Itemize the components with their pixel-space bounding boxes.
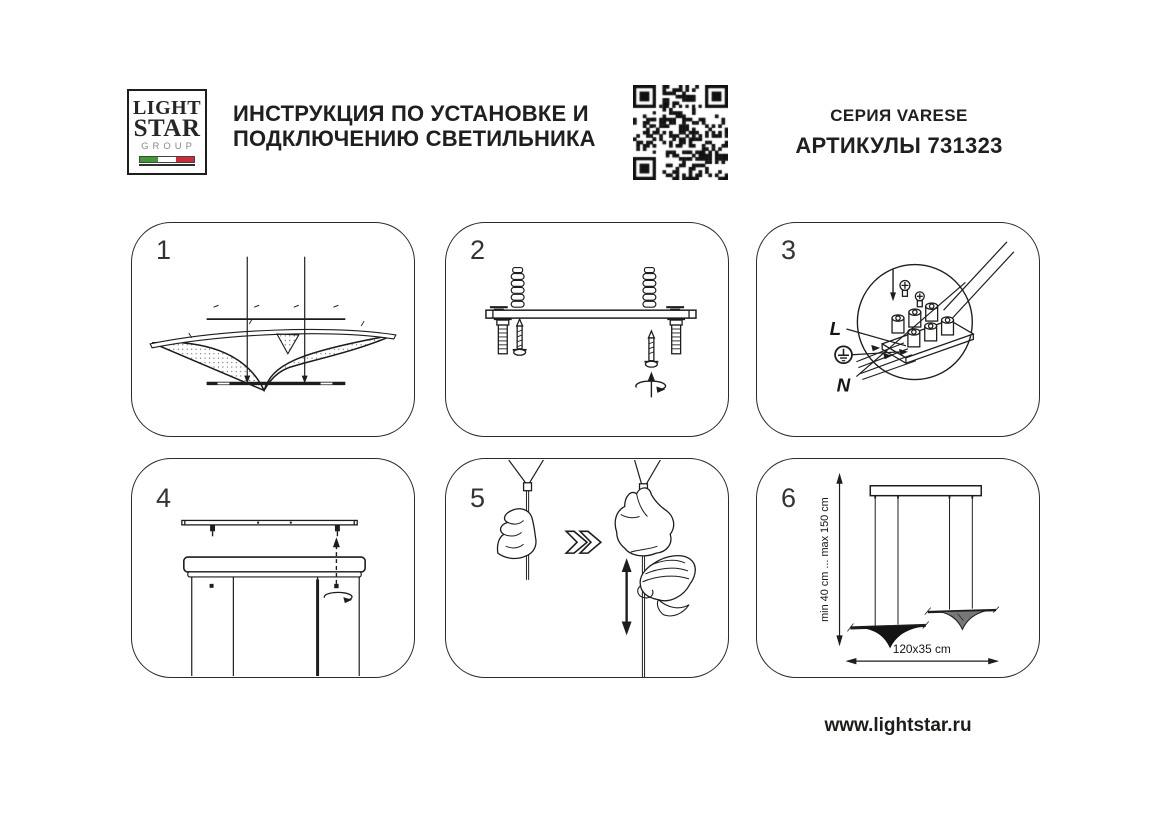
series-label: СЕРИЯ VARESE [830,106,968,125]
up-down-arrow-icon [622,558,632,635]
alignment-ticks [214,305,339,307]
step-number: 4 [156,483,172,513]
logo-word-group: GROUP [141,141,196,152]
step-panel-5 [445,458,729,678]
title-line-1: ИНСТРУКЦИЯ ПО УСТАНОВКЕ И [233,101,589,126]
product-info [787,106,1011,159]
horizontal-dimension-label: 120x35 cm [892,642,951,657]
rotate-arrow-icon [324,592,352,603]
hand-pulling-cable [638,556,696,616]
line-label: L [829,317,842,339]
logo-word-star: STAR [133,115,201,142]
step-panel-6 [756,458,1040,678]
earth-symbol-icon [835,346,852,363]
step-number: 2 [470,235,486,265]
article-number: АРТИКУЛЫ 731323 [795,133,1003,158]
vertical-dimension [819,473,843,646]
suspension-rods [192,579,359,676]
neutral-label: N [836,374,851,396]
vertical-dimension-label: min 40 cm ... max 150 cm [819,497,832,622]
step-panel-1 [131,222,415,437]
horizontal-dimension [845,642,999,664]
logo-underline [139,164,195,166]
insert-arrow-icon [890,270,896,302]
leaf-shade-high [925,607,999,630]
fixture-drawing [847,486,999,648]
page-title [233,101,596,151]
bolt-left [494,319,512,354]
lightstar-logo [127,89,207,175]
logo-word-light: LIGHT [132,97,202,119]
step-panel-4 [131,458,415,678]
wall-plug-left [511,268,524,308]
italian-flag-icon [139,156,195,163]
wall-plug-right [643,268,656,308]
hand-gripping-left [497,509,535,559]
ceiling-bracket [182,520,357,536]
step-number: 5 [470,483,486,513]
title-line-2: ПОДКЛЮЧЕНИЮ СВЕТИЛЬНИКА [233,126,596,151]
screw-right [644,331,658,367]
flag-green-stripe [140,157,158,162]
rotate-arrow-icon [636,372,666,398]
illustration-shade-cables [132,223,414,436]
illustration-canopy-mounting [132,459,414,677]
screw-left [513,319,527,355]
bolt-right [667,319,685,354]
step-number: 3 [781,235,797,265]
website-url: www.lightstar.ru [824,715,972,736]
illustration-final-dimensions [757,459,1039,677]
hand-holding-connector [615,488,674,556]
terminal-block [882,303,973,363]
canopy [184,557,365,579]
terminal-screws [900,280,924,306]
leaf-shade [150,319,396,390]
flag-red-stripe [176,157,194,162]
step-panel-2 [445,222,729,437]
illustration-height-adjustment [446,459,728,677]
step-number: 6 [781,483,797,513]
qr-code [633,85,728,180]
illustration-bracket-hardware [446,223,728,436]
step-panel-3 [756,222,1040,437]
step-number: 1 [156,235,172,265]
mounting-bracket [486,307,696,318]
illustration-wiring [757,223,1039,436]
flag-white-stripe [158,157,176,162]
next-step-arrow-icon [566,531,601,553]
